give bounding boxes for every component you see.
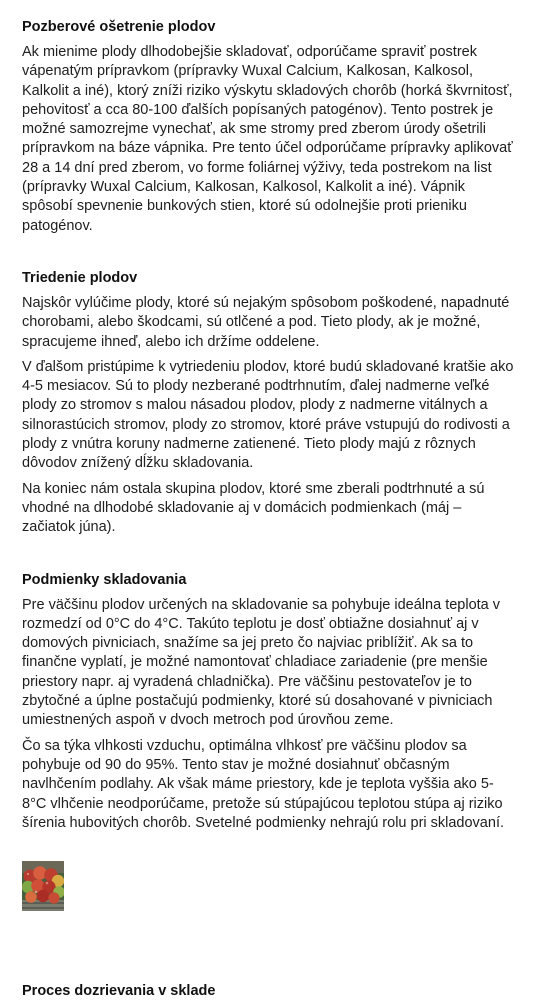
- section-storage-conditions: [22, 570, 514, 834]
- section-fruit-sorting: [22, 268, 514, 538]
- fruit-sorting-paragraph-1: Najskôr vylúčime plody, ktoré sú nejakým spôsobom poškodené, napadnuté chorobami, alebo škodcami, sú otlčené a pod. Tieto plody, ak je možné, spracujeme ihneď, alebo ich držíme oddelene.: [22, 294, 510, 350]
- section-title-ripening-process: Proces dozrievania v sklade: [22, 983, 216, 1000]
- storage-conditions-paragraph-1: Pre väčšinu plodov určených na skladovanie sa pohybuje ideálna teplota v rozmedzí od 0°C do 4°C. Takúto teplotu je dosť obtiažne dosiahnuť aj v domových pivniciach, snažíme sa jej preto čo najviac priblížiť. Ak sa to finančne vyplatí, je možné namontovať chladiace zariadenie (pre menšie priestory napr. aj vyradená chladnička). Pre väčšinu pestovateľov je to zbytočné a úplne postačujú podmienky, ktoré sú dosahované v pivniciach umiestnených aspoň v dvoch metroch pod úrovňou zeme.: [22, 596, 501, 729]
- apples-crate-image[interactable]: [22, 861, 64, 911]
- section-post-harvest-treatment: [22, 17, 514, 236]
- storage-conditions-paragraph-2: Čo sa týka vlhkosti vzduchu, optimálna vlhkosť pre väčšinu plodov sa pohybuje od 90 do 95%. Tento stav je možné dosiahnuť občasným navlhčením podlahy. Ak však máme priestory, kde je teplota vyššia ako 5-8°C vlhčenie neodporúčame, pretože sú stúpajúcou teplotou stúpa aj riziko šírenia hubovitých chorôb. Svetelné podmienky nehrajú rolu pri skladovaní.: [22, 737, 504, 831]
- fruit-sorting-paragraph-2: V ďalšom pristúpime k vytriedeniu plodov, ktoré budú skladované kratšie ako 4-5 mesiacov. Sú to plody nezberané podtrhnutím, ďalej nadmerne veľké plody zo stromov s malou násadou plodov, plody z nadmerne vitálnych a silnorastúcich stromov, plody zo stromov, ktoré práve vstupujú do rodivosti a plody z vnútra koruny nadmerne zatienené. Tieto plody majú z rôznych dôvodov znížený dĺžku skladovania.: [22, 358, 514, 472]
- section-title-storage-conditions: Podmienky skladovania: [22, 571, 187, 588]
- article-image-thumbnail[interactable]: [22, 861, 64, 911]
- section-title-fruit-sorting: Triedenie plodov: [22, 269, 138, 286]
- section-title-post-harvest-treatment: Pozberové ošetrenie plodov: [22, 19, 216, 35]
- fruit-sorting-paragraph-3: Na koniec nám ostala skupina plodov, ktoré sme zberali podtrhnuté a sú vhodné na dlhodobé skladovanie aj v domácich podmienkach (máj – začiatok júna).: [22, 480, 485, 536]
- post-harvest-paragraph-1: Ak mienime plody dlhodobejšie skladovať, odporúčame spraviť postrek vápenatým prípravkom (prípravky Wuxal Calcium, Kalkosan, Kalkosol, Kalkolit a iné), ktorý zníži riziko výskytu skladových chorôb (horká škvrnitosť, pehovitosť a cca 80-100 ďalších popísaných patogénov). Tento postrek je možné samozrejme vynechať, ak sme stromy pred zberom úrody ošetrili prípravkom na báze vápnika. Pre tento účel odporúčame prípravky aplikovať 28 a 14 dní pred zberom, vo forme foliárnej výživy, teda postrekom na list (prípravky Wuxal Calcium, Kalkosan, Kalkosol, Kalkolit a iné). Vápnik spôsobí spevnenie bunkových stien, ktoré sú odolnejšie proti prieniku patogénov.: [22, 44, 513, 234]
